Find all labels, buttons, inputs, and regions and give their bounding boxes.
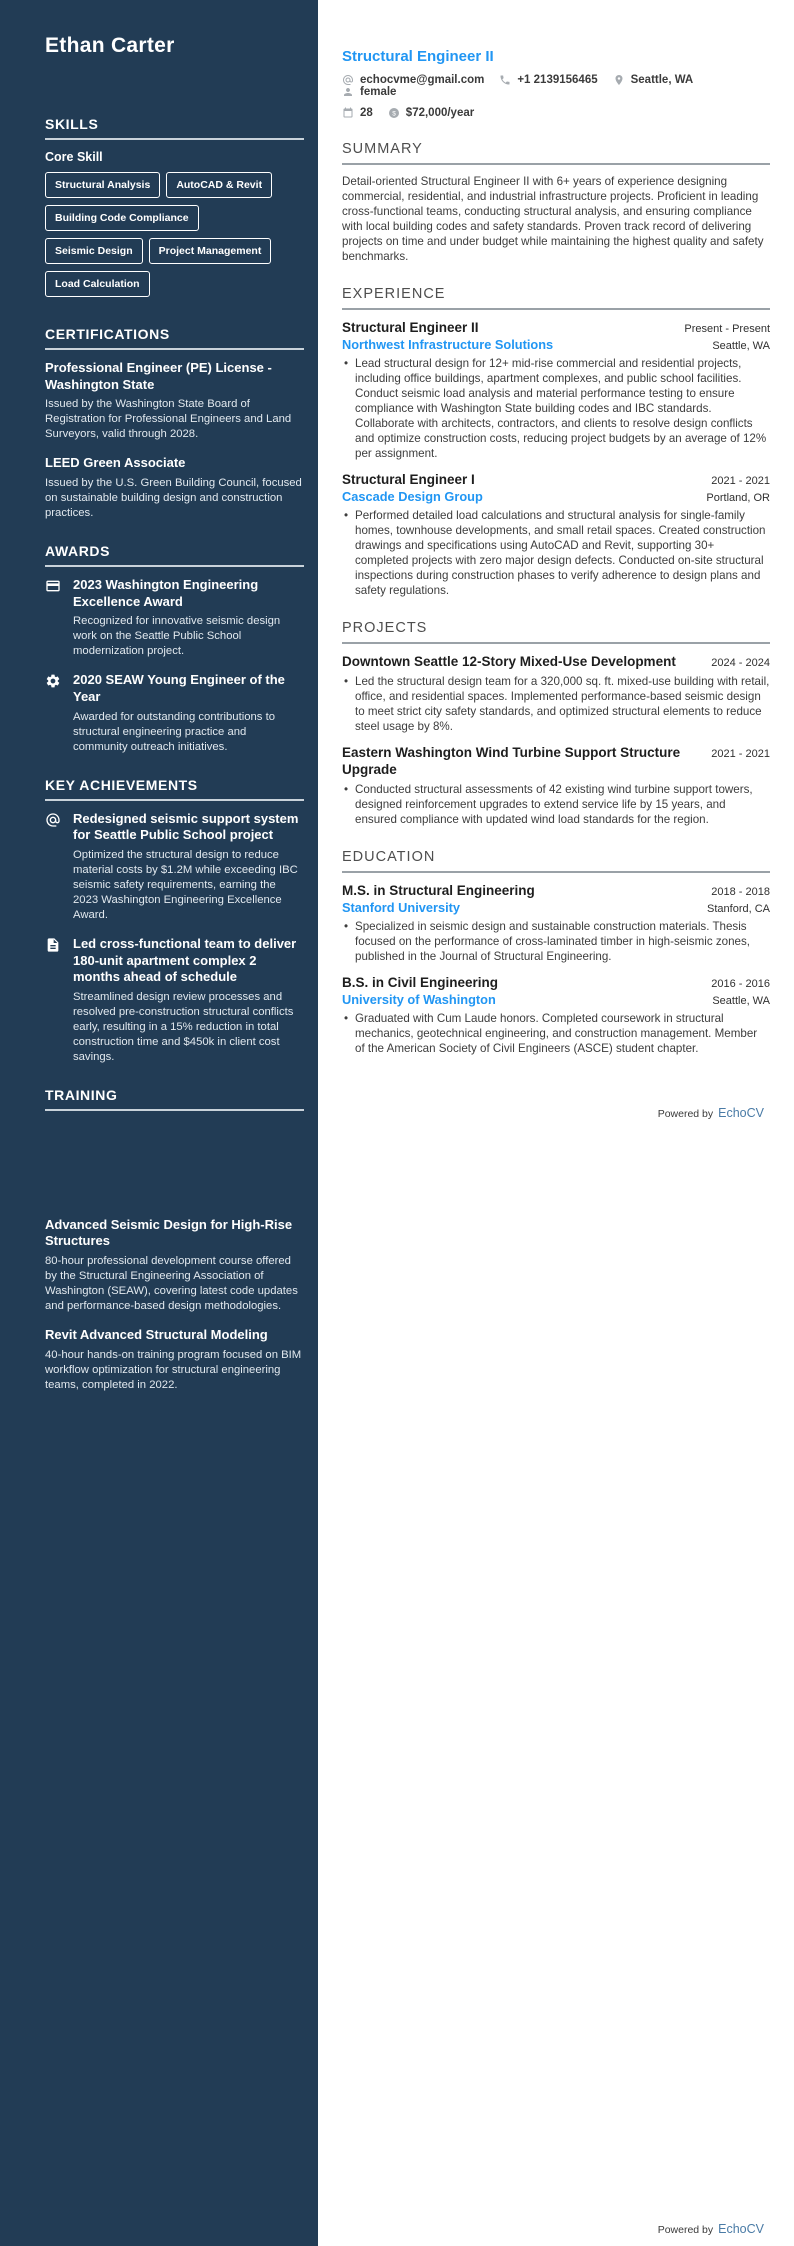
- age-value: 28: [360, 107, 373, 119]
- training-title: Advanced Seismic Design for High-Rise Structures: [45, 1216, 293, 1249]
- award-title: 2023 Washington Engineering Excellence Award: [73, 576, 259, 609]
- award-description: Awarded for outstanding contributions to structural engineering practice and community outreach initiatives.: [73, 710, 276, 753]
- achievement-description: Streamlined design review processes and resolved pre-construction structural conflicts early, resulting in a 15% reduction in total construction time and $450k in client cost savings.: [73, 990, 294, 1063]
- echocv-brand-link[interactable]: EchoCV: [718, 1106, 764, 1120]
- certification-description: Issued by the U.S. Green Building Council, focused on sustainable building design and construction practices.: [45, 476, 302, 519]
- education-bullet: • Graduated with Cum Laude honors. Completed coursework in structural mechanics, geotechnical engineering, and construction management. Member of the American Society of Civil Engineers (ASCE) student chapter.: [342, 1011, 770, 1056]
- project-bullet: • Led the structural design team for a 320,000 sq. ft. mixed-use building with retail, office, and residential spaces. Implemented performance-based seismic design to meet strict city safety standards, and optimized structural elements to reduce steel usage by 8%.: [342, 674, 770, 734]
- achievement-item: [45, 936, 304, 1065]
- project-title: Eastern Washington Wind Turbine Support Structure Upgrade: [342, 744, 681, 778]
- project-dates: 2024 - 2024: [711, 657, 770, 670]
- skills-group-label: Core Skill: [45, 150, 103, 164]
- education-entry: [342, 974, 770, 1056]
- phone-value: +1 2139156465: [517, 74, 598, 86]
- experience-entry: [342, 471, 770, 598]
- education-dates: 2018 - 2018: [711, 885, 770, 898]
- location-value: Seattle, WA: [630, 74, 694, 86]
- powered-by-label: Powered by: [657, 1108, 714, 1120]
- school-location: Stanford, CA: [707, 902, 770, 915]
- training-item: [45, 1327, 304, 1393]
- contact-email: [342, 74, 484, 86]
- training-description: 80-hour professional development course offered by the Structural Engineering Association of Washington (SEAW), covering latest code updates and performance-based design methodologies.: [45, 1255, 298, 1313]
- awards-heading: AWARDS: [45, 543, 304, 567]
- award-description: Recognized for innovative seismic design work on the Seattle Public School modernization project.: [73, 615, 281, 658]
- echocv-brand-link[interactable]: EchoCV: [718, 2222, 764, 2236]
- training-heading: TRAINING: [45, 1087, 304, 1111]
- certification-description: Issued by the Washington State Board of Registration for Professional Engineers and Land Surveyors, valid through 2028.: [45, 398, 292, 441]
- education-bullet: • Specialized in seismic design and sustainable construction materials. Thesis focused on the performance of cross-laminated timber in high-seismic zones, published in the Journal of Structural Engineering.: [342, 919, 770, 964]
- svg-text:$: $: [391, 110, 396, 118]
- contact-phone: [499, 74, 597, 86]
- project-title: Downtown Seattle 12-Story Mixed-Use Development: [342, 654, 676, 670]
- key-achievements-heading: KEY ACHIEVEMENTS: [45, 777, 304, 801]
- experience-heading: EXPERIENCE: [342, 286, 770, 310]
- job-bullet: • Lead structural design for 12+ mid-rise commercial and residential projects, including office buildings, apartment complexes, and public school facilities. Conduct seismic load analysis and material performance testing to ensure compliance with Washington State building codes and IBC standards. Collaborate with architects, contractors, and clients to resolve design conflicts and optimize construction costs, reducing project budgets by an average of 12% per assignment.: [342, 356, 770, 461]
- project-bullet: • Conducted structural assessments of 42 existing wind turbine support towers, designed reinforcement upgrades to extend service life by 15 years, and ensured compliance with updated wind load standards for the region.: [342, 782, 770, 827]
- card-icon: [45, 577, 73, 659]
- sidebar-section-key-achievements: [45, 777, 304, 1065]
- job-dates: Present - Present: [684, 323, 770, 335]
- skills-heading: SKILLS: [45, 116, 304, 140]
- sidebar-section-awards: [45, 543, 304, 755]
- project-dates: 2021 - 2021: [711, 747, 770, 760]
- project-entry: [342, 653, 770, 734]
- email-icon: [342, 74, 354, 86]
- sidebar-section-training: [45, 1087, 304, 1393]
- skill-badge: Project Management: [149, 238, 272, 264]
- education-dates: 2016 - 2016: [711, 978, 770, 991]
- page2-footer: [658, 2222, 764, 2236]
- certification-item: [45, 455, 304, 521]
- training-title: Revit Advanced Structural Modeling: [45, 1327, 268, 1343]
- sidebar: [0, 0, 318, 2246]
- gender-value: female: [360, 86, 397, 98]
- powered-by-label: Powered by: [657, 2224, 714, 2236]
- education-heading: EDUCATION: [342, 849, 770, 873]
- award-title: 2020 SEAW Young Engineer of the Year: [73, 672, 285, 704]
- school-location: Seattle, WA: [712, 994, 770, 1007]
- job-title: Structural Engineer II: [342, 320, 479, 335]
- location-pin-icon: [613, 74, 625, 86]
- award-item: [45, 577, 304, 659]
- education-entry: [342, 882, 770, 964]
- school-link[interactable]: University of Washington: [342, 991, 496, 1007]
- experience-entry: [342, 319, 770, 461]
- certifications-heading: CERTIFICATIONS: [45, 326, 304, 350]
- contact-row-2: [342, 107, 770, 119]
- company-link[interactable]: Northwest Infrastructure Solutions: [342, 336, 554, 352]
- skill-badge: Structural Analysis: [45, 172, 160, 198]
- person-icon: [342, 86, 354, 98]
- document-icon: [45, 936, 73, 1065]
- company-link[interactable]: Cascade Design Group: [342, 488, 483, 504]
- skill-badge: Building Code Compliance: [45, 205, 199, 231]
- achievement-title: Led cross-functional team to deliver 180-unit apartment complex 2 months ahead of schedule: [73, 935, 297, 985]
- job-bullet: • Performed detailed load calculations and structural analysis for single-family homes, townhouse developments, and small retail spaces. Created construction drawings and specifications using AutoCAD and Revit, supporting 30+ completed projects with zero major design defects. Conducted on-site structural inspections during construction phases to verify adherence to design plans and safety regulations.: [342, 508, 770, 598]
- contact-row-1: [342, 74, 770, 98]
- projects-heading: PROJECTS: [342, 620, 770, 644]
- award-item: [45, 672, 304, 754]
- training-item: [45, 1217, 304, 1314]
- summary-heading: SUMMARY: [342, 141, 770, 165]
- email-value: echocvme@gmail.com: [360, 74, 485, 86]
- achievement-description: Optimized the structural design to reduce material costs by $1.2M while exceeding IBC seismic safety requirements, earning the 2023 Washington Engineering Excellence Award.: [73, 848, 298, 921]
- job-location: Portland, OR: [706, 491, 770, 504]
- skill-badges: [45, 172, 304, 304]
- certification-title: LEED Green Associate: [45, 455, 186, 471]
- skill-badge: Seismic Design: [45, 238, 143, 264]
- job-location: Seattle, WA: [712, 339, 770, 352]
- calendar-icon: [342, 107, 354, 119]
- page-break-spacer: [45, 1121, 304, 1217]
- sidebar-section-certifications: [45, 326, 304, 521]
- degree-title: B.S. in Civil Engineering: [342, 975, 499, 991]
- salary-value: $72,000/year: [405, 107, 475, 119]
- certification-item: [45, 360, 304, 442]
- contact-location: [613, 74, 694, 86]
- school-link[interactable]: Stanford University: [342, 899, 461, 915]
- contact-gender: [342, 86, 396, 98]
- sidebar-section-skills: [45, 116, 304, 304]
- summary-text: Detail-oriented Structural Engineer II with 6+ years of experience designing commercial, residential, and industrial infrastructure projects. Proficient in leading cross-functional teams, conducting structural analysis, and ensuring compliance with local building codes and safety standards. Proven track record of delivering projects on time and under budget while maintaining the highest quality and safety benchmarks.: [342, 175, 764, 263]
- job-title: Structural Engineer I: [342, 472, 475, 488]
- certification-title: Professional Engineer (PE) License - Washington State: [45, 360, 272, 392]
- achievement-item: [45, 811, 304, 923]
- skill-badge: Load Calculation: [45, 271, 150, 297]
- training-description: 40-hour hands-on training program focused on BIM workflow optimization for structural engineering teams, completed in 2022.: [45, 1348, 302, 1391]
- main-column: [318, 0, 794, 1066]
- contact-age: [342, 107, 373, 119]
- project-entry: [342, 744, 770, 827]
- contact-salary: [388, 107, 474, 119]
- phone-icon: [499, 74, 511, 86]
- gear-icon: [45, 672, 73, 754]
- candidate-name: Ethan Carter: [45, 34, 175, 57]
- salary-coin-icon: [388, 107, 400, 119]
- skill-badge: AutoCAD & Revit: [166, 172, 272, 198]
- at-icon: [45, 811, 73, 923]
- job-dates: 2021 - 2021: [711, 475, 770, 488]
- header-job-title: Structural Engineer II: [342, 48, 494, 65]
- page1-footer: [658, 1106, 764, 1120]
- achievement-title: Redesigned seismic support system for Seattle Public School project: [73, 810, 299, 843]
- degree-title: M.S. in Structural Engineering: [342, 882, 535, 898]
